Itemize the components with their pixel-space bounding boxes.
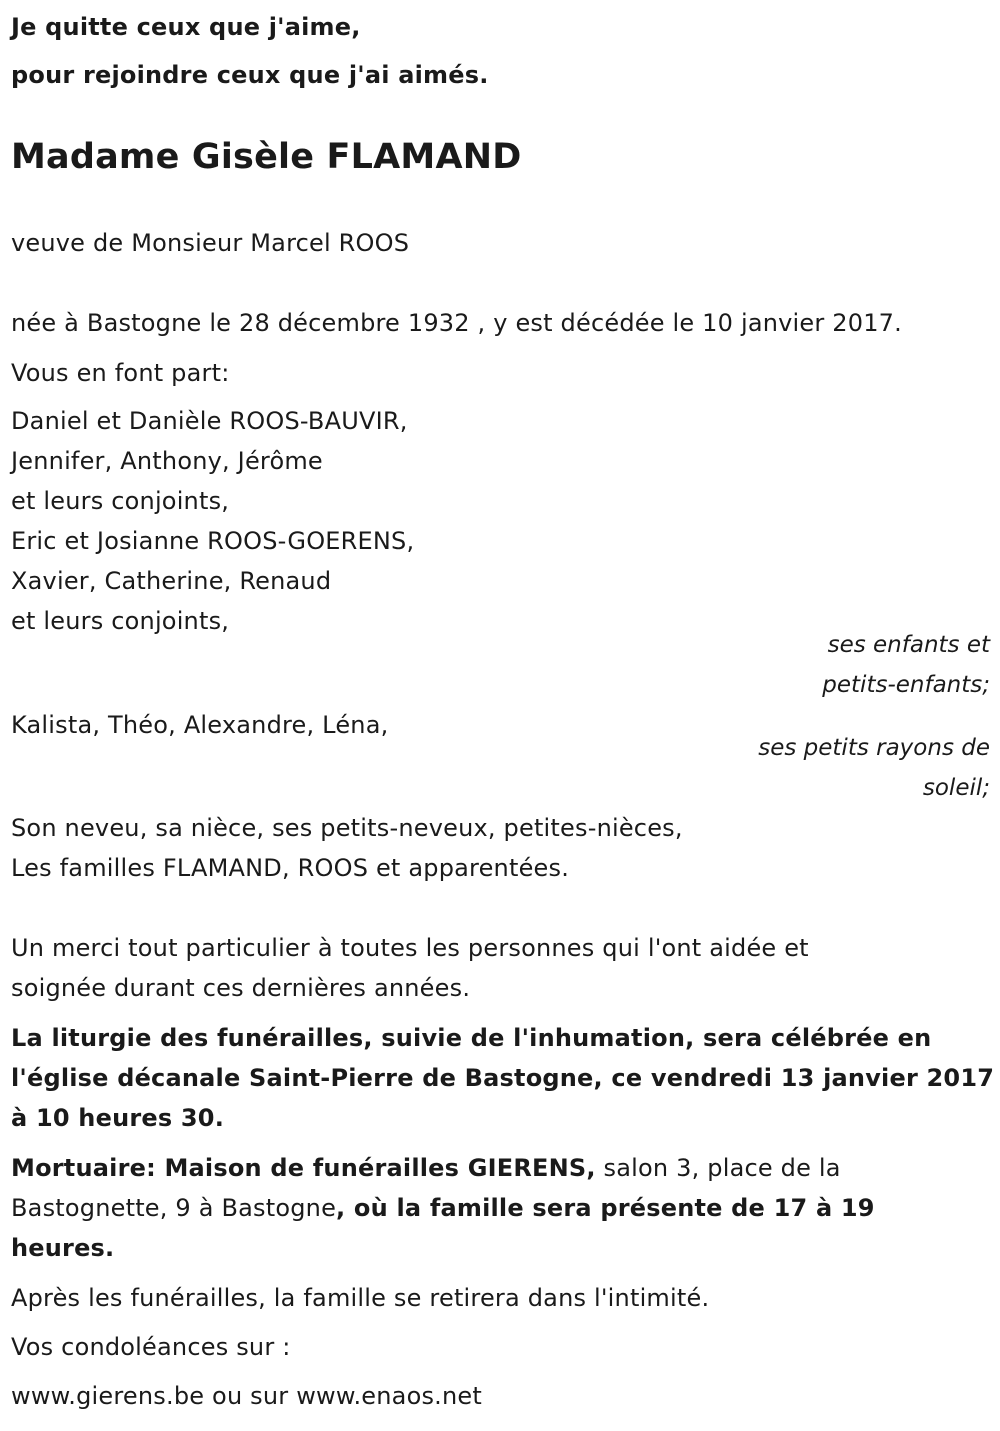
grandchildren: Kalista, Théo, Alexandre, Léna, (11, 711, 389, 739)
epigraph-line-1: Je quitte ceux que j'aime, (11, 13, 361, 41)
role-rays-line-2: soleil; (922, 775, 990, 801)
family-line-2: Jennifer, Anthony, Jérôme (11, 447, 323, 475)
funeral-line-1: La liturgie des funérailles, suivie de l'inhumation, sera célébrée en (11, 1024, 932, 1052)
family-line-4: Eric et Josianne ROOS-GOERENS, (11, 527, 415, 555)
family-line-1: Daniel et Danièle ROOS-BAUVIR, (11, 407, 408, 435)
epigraph-line-2: pour rejoindre ceux que j'ai aimés. (11, 61, 489, 89)
thanks-line-2: soignée durant ces dernières années. (11, 974, 471, 1002)
mortuary-line-2 (11, 1193, 875, 1223)
condolences-label: Vos condoléances sur : (11, 1333, 291, 1361)
role-children-line-2: petits-enfants; (822, 672, 990, 698)
mortuary-address-1: salon 3, place de la (595, 1154, 841, 1182)
mortuary-line-1 (11, 1153, 841, 1183)
condolences-sites[interactable]: www.gierens.be ou sur www.enaos.net (11, 1382, 482, 1410)
others-line-1: Son neveu, sa nièce, ses petits-neveux, petites-nièces, (11, 814, 683, 842)
role-children-line-1: ses enfants et (827, 632, 990, 658)
mortuary-label: Mortuaire: Maison de funérailles GIERENS, (11, 1154, 596, 1182)
announcement-intro: Vous en font part: (11, 359, 230, 387)
mortuary-presence-end: heures. (11, 1234, 115, 1262)
family-line-5: Xavier, Catherine, Renaud (11, 567, 332, 595)
funeral-line-2: l'église décanale Saint-Pierre de Bastogne, ce vendredi 13 janvier 2017 (11, 1064, 995, 1092)
birth-death: née à Bastogne le 28 décembre 1932 , y est décédée le 10 janvier 2017. (11, 309, 902, 337)
thanks-line-1: Un merci tout particulier à toutes les personnes qui l'ont aidée et (11, 934, 809, 962)
widow-of: veuve de Monsieur Marcel ROOS (11, 229, 410, 257)
mortuary-address-2: Bastognette, 9 à Bastogne (11, 1194, 337, 1222)
funeral-line-3: à 10 heures 30. (11, 1104, 225, 1132)
others-line-2: Les familles FLAMAND, ROOS et apparentées. (11, 854, 570, 882)
family-line-6: et leurs conjoints, (11, 607, 230, 635)
family-line-3: et leurs conjoints, (11, 487, 230, 515)
mortuary-presence: , où la famille sera présente de 17 à 19 (336, 1194, 875, 1222)
deceased-name: Madame Gisèle FLAMAND (11, 137, 522, 177)
role-rays-line-1: ses petits rayons de (758, 735, 990, 761)
after-funeral: Après les funérailles, la famille se retirera dans l'intimité. (11, 1284, 710, 1312)
